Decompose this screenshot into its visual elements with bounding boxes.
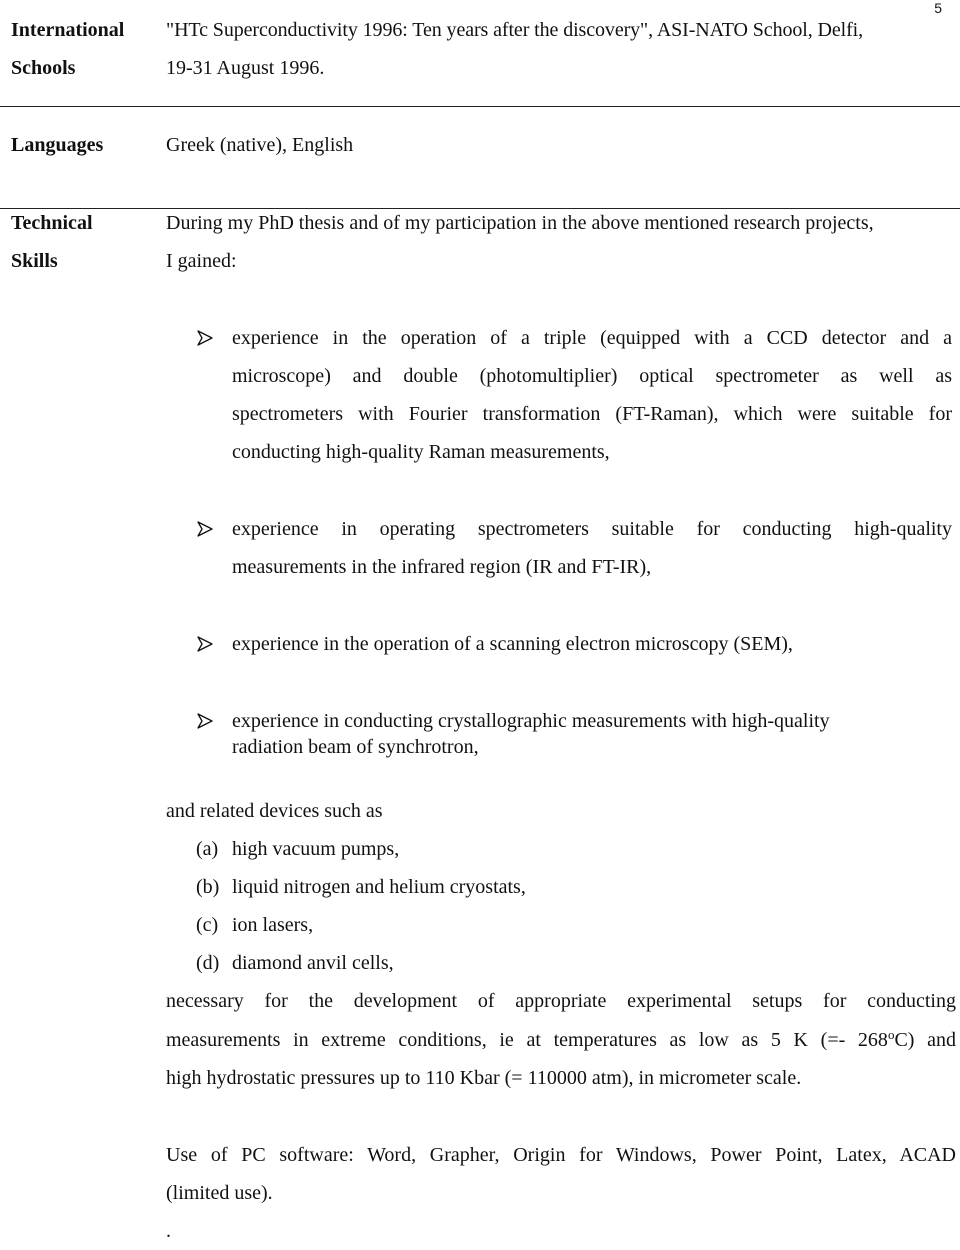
device-text: high vacuum pumps, bbox=[232, 838, 400, 860]
schools-line1: "HTc Superconductivity 1996: Ten years after the discovery", ASI-NATO School, Delfi, bbox=[166, 19, 864, 41]
necessary-line3: high hydrostatic pressures up to 110 Kbar (= 110000 atm), in micrometer scale. bbox=[166, 1067, 802, 1089]
skills-intro-line1: During my PhD thesis and of my participation in the above mentioned research projects, bbox=[166, 212, 874, 234]
skills-intro-line2: I gained: bbox=[166, 250, 237, 272]
bullet-line: radiation beam of synchrotron, bbox=[232, 736, 479, 758]
arrow-bullet-icon bbox=[196, 635, 214, 653]
bullet-line: spectrometers with Fourier transformation (FT-Raman), which were suitable for bbox=[232, 403, 952, 425]
device-item bbox=[196, 868, 896, 906]
necessary-line2 bbox=[166, 1021, 956, 1059]
degree-superscript: o bbox=[887, 1027, 895, 1042]
necessary-line2-pre: measurements in extreme conditions, ie at temperatures as low as 5 K (=- 268 bbox=[166, 1029, 888, 1051]
bullet-line: experience in the operation of a triple (equipped with a CCD detector and a bbox=[232, 327, 952, 349]
device-marker: (a) bbox=[196, 838, 219, 860]
device-marker: (d) bbox=[196, 952, 220, 974]
languages-text: Greek (native), English bbox=[166, 134, 354, 156]
languages-label: Languages bbox=[11, 134, 104, 156]
necessary-line1: necessary for the development of appropriate experimental setups for conducting bbox=[166, 990, 956, 1012]
bullet-line: conducting high-quality Raman measurements, bbox=[232, 441, 610, 463]
arrow-bullet-icon bbox=[196, 520, 214, 538]
skills-label-line1: Technical bbox=[11, 212, 93, 234]
page-number: 5 bbox=[934, 0, 942, 16]
schools-line2: 19-31 August 1996. bbox=[166, 57, 325, 79]
devices-intro: and related devices such as bbox=[166, 800, 383, 822]
software-line1: Use of PC software: Word, Grapher, Origin for Windows, Power Point, Latex, ACAD bbox=[166, 1144, 956, 1166]
trailing-period: . bbox=[166, 1220, 171, 1242]
bullet-line: measurements in the infrared region (IR and FT-IR), bbox=[232, 556, 652, 578]
bullet-line: experience in operating spectrometers suitable for conducting high-quality bbox=[232, 518, 952, 540]
software-line2: (limited use). bbox=[166, 1182, 273, 1204]
bullet-line: experience in conducting crystallographic measurements with high-quality bbox=[232, 710, 830, 732]
skills-label-line2: Skills bbox=[11, 250, 58, 272]
necessary-line2-post: C) and bbox=[894, 1029, 956, 1051]
device-item bbox=[196, 944, 896, 982]
device-item bbox=[196, 830, 896, 868]
device-text: ion lasers, bbox=[232, 914, 314, 936]
device-text: liquid nitrogen and helium cryostats, bbox=[232, 876, 526, 898]
bullet-line: microscope) and double (photomultiplier) optical spectrometer as well as bbox=[232, 365, 952, 387]
section-divider bbox=[0, 106, 960, 107]
schools-label-line2: Schools bbox=[11, 57, 76, 79]
device-marker: (c) bbox=[196, 914, 219, 936]
schools-label-line1: International bbox=[11, 19, 125, 41]
device-item bbox=[196, 906, 896, 944]
device-marker: (b) bbox=[196, 876, 220, 898]
device-text: diamond anvil cells, bbox=[232, 952, 394, 974]
arrow-bullet-icon bbox=[196, 329, 214, 347]
arrow-bullet-icon bbox=[196, 712, 214, 730]
bullet-line: experience in the operation of a scanning electron microscopy (SEM), bbox=[232, 633, 793, 655]
